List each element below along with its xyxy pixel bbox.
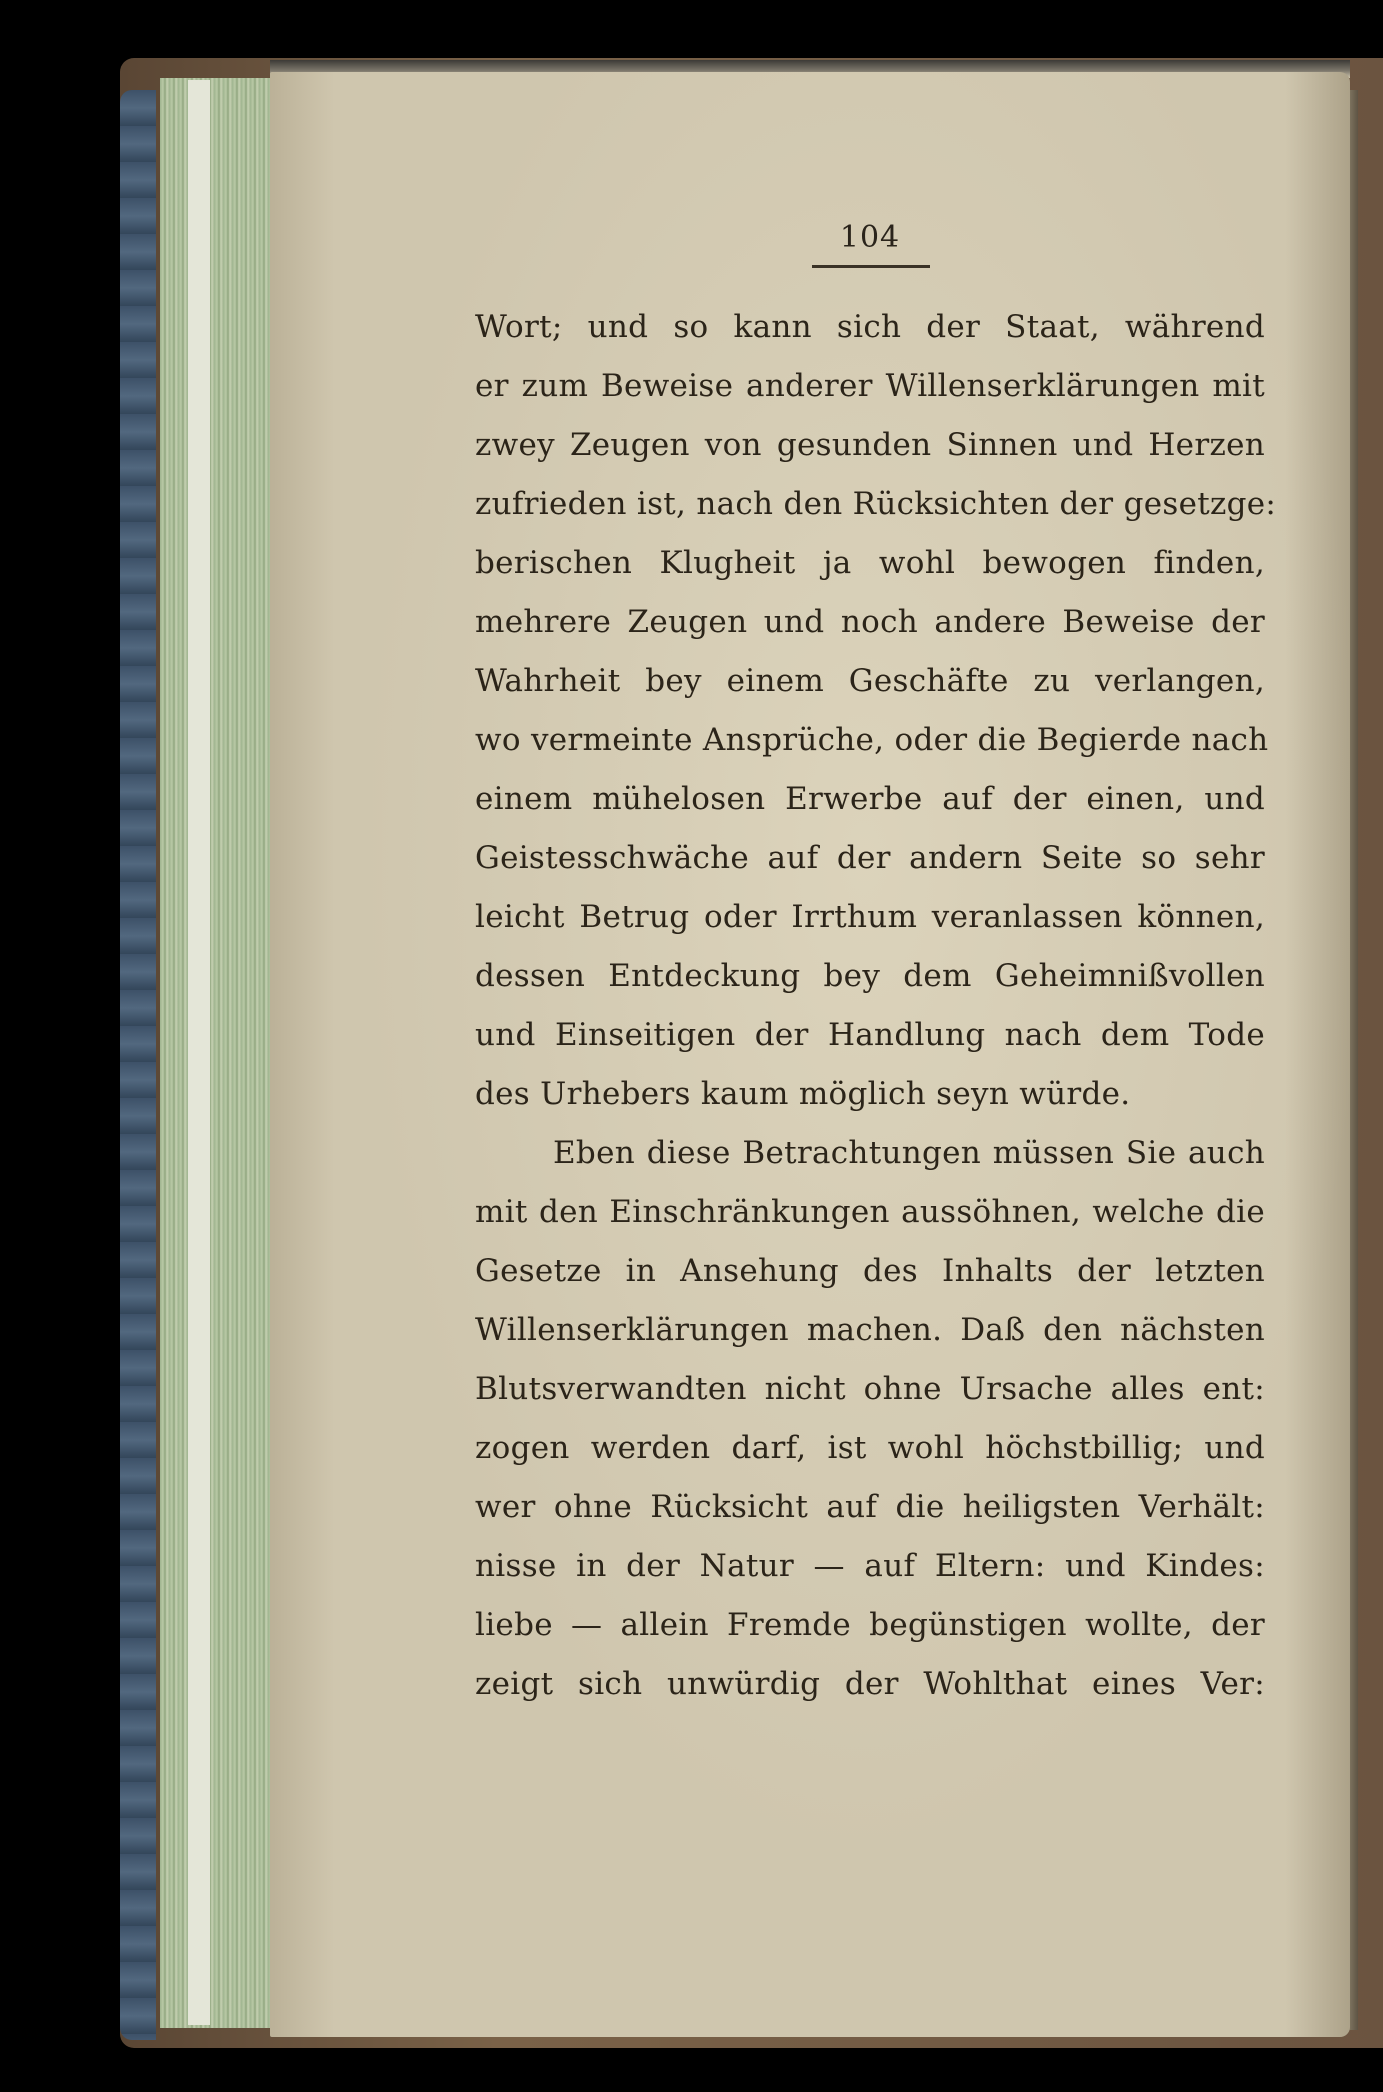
text-line: Wort; und so kann sich der Staat, während	[475, 309, 1265, 345]
text-line: Blutsverwandten nicht ohne Ursache alles ent:	[475, 1371, 1265, 1407]
text-line: berischen Klugheit ja wohl bewogen finden,	[475, 545, 1265, 581]
text-line: leicht Betrug oder Irrthum veranlassen können,	[475, 899, 1265, 935]
text-line: er zum Beweise anderer Willenserklärungen mit	[475, 368, 1265, 404]
text-line: zufrieden ist, nach den Rücksichten der gesetzge:	[475, 486, 1277, 522]
text-line: dessen Entdeckung bey dem Geheimnißvollen	[475, 958, 1265, 994]
text-line: zeigt sich unwürdig der Wohlthat eines Ver:	[475, 1666, 1265, 1702]
text-line: zogen werden darf, ist wohl höchstbillig; und	[475, 1430, 1265, 1466]
text-line: Wahrheit bey einem Geschäfte zu verlangen,	[475, 663, 1265, 699]
page-text	[475, 298, 1277, 1714]
text-line: wer ohne Rücksicht auf die heiligsten Verhält:	[475, 1489, 1265, 1525]
text-line: mit den Einschränkungen aussöhnen, welche die	[475, 1194, 1265, 1230]
page-edges-highlight	[188, 80, 210, 2025]
text-line: zwey Zeugen von gesunden Sinnen und Herzen	[475, 427, 1265, 463]
book-spine	[120, 90, 156, 2040]
text-line: liebe — allein Fremde begünstigen wollte, der	[475, 1607, 1265, 1643]
text-line: wo vermeinte Ansprüche, oder die Begierde nach	[475, 722, 1269, 758]
text-line: und Einseitigen der Handlung nach dem Tode	[475, 1017, 1265, 1053]
page-number-rule	[812, 265, 930, 268]
text-line: Eben diese Betrachtungen müssen Sie auch	[553, 1135, 1265, 1171]
text-line: nisse in der Natur — auf Eltern: und Kindes:	[475, 1548, 1265, 1584]
text-line: des Urhebers kaum möglich seyn würde.	[475, 1076, 1131, 1112]
text-line: einem mühelosen Erwerbe auf der einen, und	[475, 781, 1265, 817]
text-line: Willenserklärungen machen. Daß den nächsten	[475, 1312, 1265, 1348]
text-line: Gesetze in Ansehung des Inhalts der letzten	[475, 1253, 1265, 1289]
page-number: 104	[839, 220, 901, 255]
text-line: Geistesschwäche auf der andern Seite so sehr	[475, 840, 1265, 876]
text-line: mehrere Zeugen und noch andere Beweise der	[475, 604, 1265, 640]
page-edges	[160, 78, 278, 2028]
